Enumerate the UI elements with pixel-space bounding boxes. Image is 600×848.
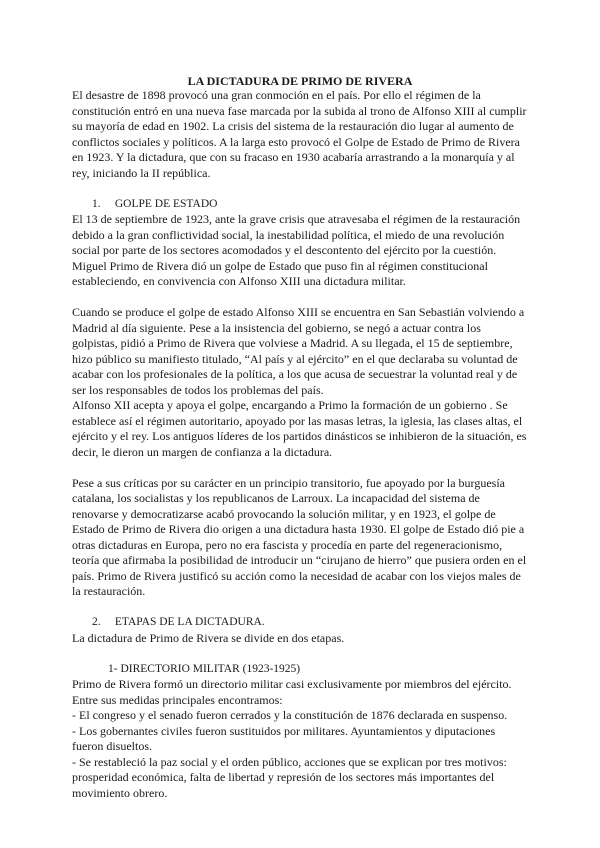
bullet-item: - Los gobernantes civiles fueron sustituidos por militares. Ayuntamientos y diputaciones fueron disueltos.: [72, 723, 496, 753]
section-1-paragraph-2: Cuando se produce el golpe de estado Alfonso XIII se encuentra en San Sebastián volviendo a Madrid al día siguiente. Pese a la insistencia del gobierno, se negó a actuar contra los golpistas, pidió a Primo de Rivera que volviese a Madrid. A su llegada, el 15 de septiembre, hizo público su manifiesto titulado, “Al país y al ejército” en el que declaraba su voluntad de acabar con los profesionales de la política, a los que acusa de secuestrar la voluntad real y de ser los responsables de todos los problemas del país.: [72, 305, 525, 397]
section-2-title: ETAPAS DE LA DICTADURA.: [114, 616, 265, 628]
section-2-heading: [92, 615, 528, 631]
section-1-paragraph-3: Alfonso XII acepta y apoya el golpe, encargando a Primo la formación de un gobierno . Se establece así el régimen autoritario, apoyado por las masas letras, la iglesia, las clases altas, el ejército y el rey. Los antiguos líderes de los partidos dinásticos se inhibieron de la situación, es decir, le dieron un margen de confianza a la dictadura.: [72, 398, 527, 459]
spacer: [72, 646, 528, 662]
section-1-paragraph-4: Pese a sus críticas por su carácter en un principio transitorio, fue apoyado por la burguesía catalana, los socialistas y los republicanos de Larroux. La incapacidad del sistema de renovarse y democratizarse acabó provocando la solución militar, y en 1923, el golpe de Estado de Primo de Rivera dio origen a una dictadura hasta 1930. El golpe de Estado dió pie a otras dictaduras en Europa, pero no era fascista y procedía en parte del regeneracionismo, teoría que afirmaba la posibilidad de introducir un “cirujano de hierro” que pusiera orden en el país. Primo de Rivera justificó su acción como la necesidad de acabar con los viejos males de la restauración.: [72, 475, 527, 598]
subsection-1-paragraph: Primo de Rivera formó un directorio militar casi exclusivamente por miembros del ejército. Entre sus medidas principales encontramos:: [72, 677, 512, 707]
section-2-number: 2.: [92, 616, 101, 628]
document-title: LA DICTADURA DE PRIMO DE RIVERA: [187, 74, 413, 88]
section-2-paragraph-1: La dictadura de Primo de Rivera se divide en dos etapas.: [72, 630, 345, 645]
spacer: [72, 600, 528, 616]
subsection-1-heading: 1- DIRECTORIO MILITAR (1923-1925): [108, 662, 301, 675]
spacer: [72, 290, 528, 306]
bullet-item: - El congreso y el senado fueron cerrados y la constitución de 1876 declarada en suspenso.: [72, 708, 508, 722]
section-1-number: 1.: [92, 197, 101, 210]
spacer: [72, 460, 528, 476]
section-1-heading: [92, 197, 528, 213]
spacer: [72, 181, 528, 197]
intro-paragraph: El desastre de 1898 provocó una gran conmoción en el país. Por ello el régimen de la constitución entró en una nueva fase marcada por la subida al trono de Alfonso XIII al cumplir su mayoría de edad en 1902. La crisis del sistema de la restauración dio lugar al aumento de conflictos sociales y políticos. A la larga esto provocó el Golpe de Estado de Primo de Rivera en 1923. Y la dictadura, que con su fracaso en 1930 acabaría arrastrando a la monarquía y al rey, iniciando la II república.: [72, 88, 527, 180]
section-1-paragraph-1: El 13 de septiembre de 1923, ante la grave crisis que atravesaba el régimen de la restauración debido a la gran conflictividad social, la inestabilidad política, el miedo de una revolución social por parte de los sectores acomodados y el descontento del ejército por la cuestión. Miguel Primo de Rivera dió un golpe de Estado que puso fin al régimen constitucional estableciendo, en convivencia con Alfonso XIII una dictadura militar.: [72, 212, 521, 288]
bullet-item: - Se restableció la paz social y el orden público, acciones que se explican por tres motivos: prosperidad económica, falta de libertad y represión de los sectores más importantes del movimiento obrero.: [72, 754, 507, 800]
document-page: [72, 74, 528, 801]
section-1-title: GOLPE DE ESTADO: [114, 197, 218, 210]
